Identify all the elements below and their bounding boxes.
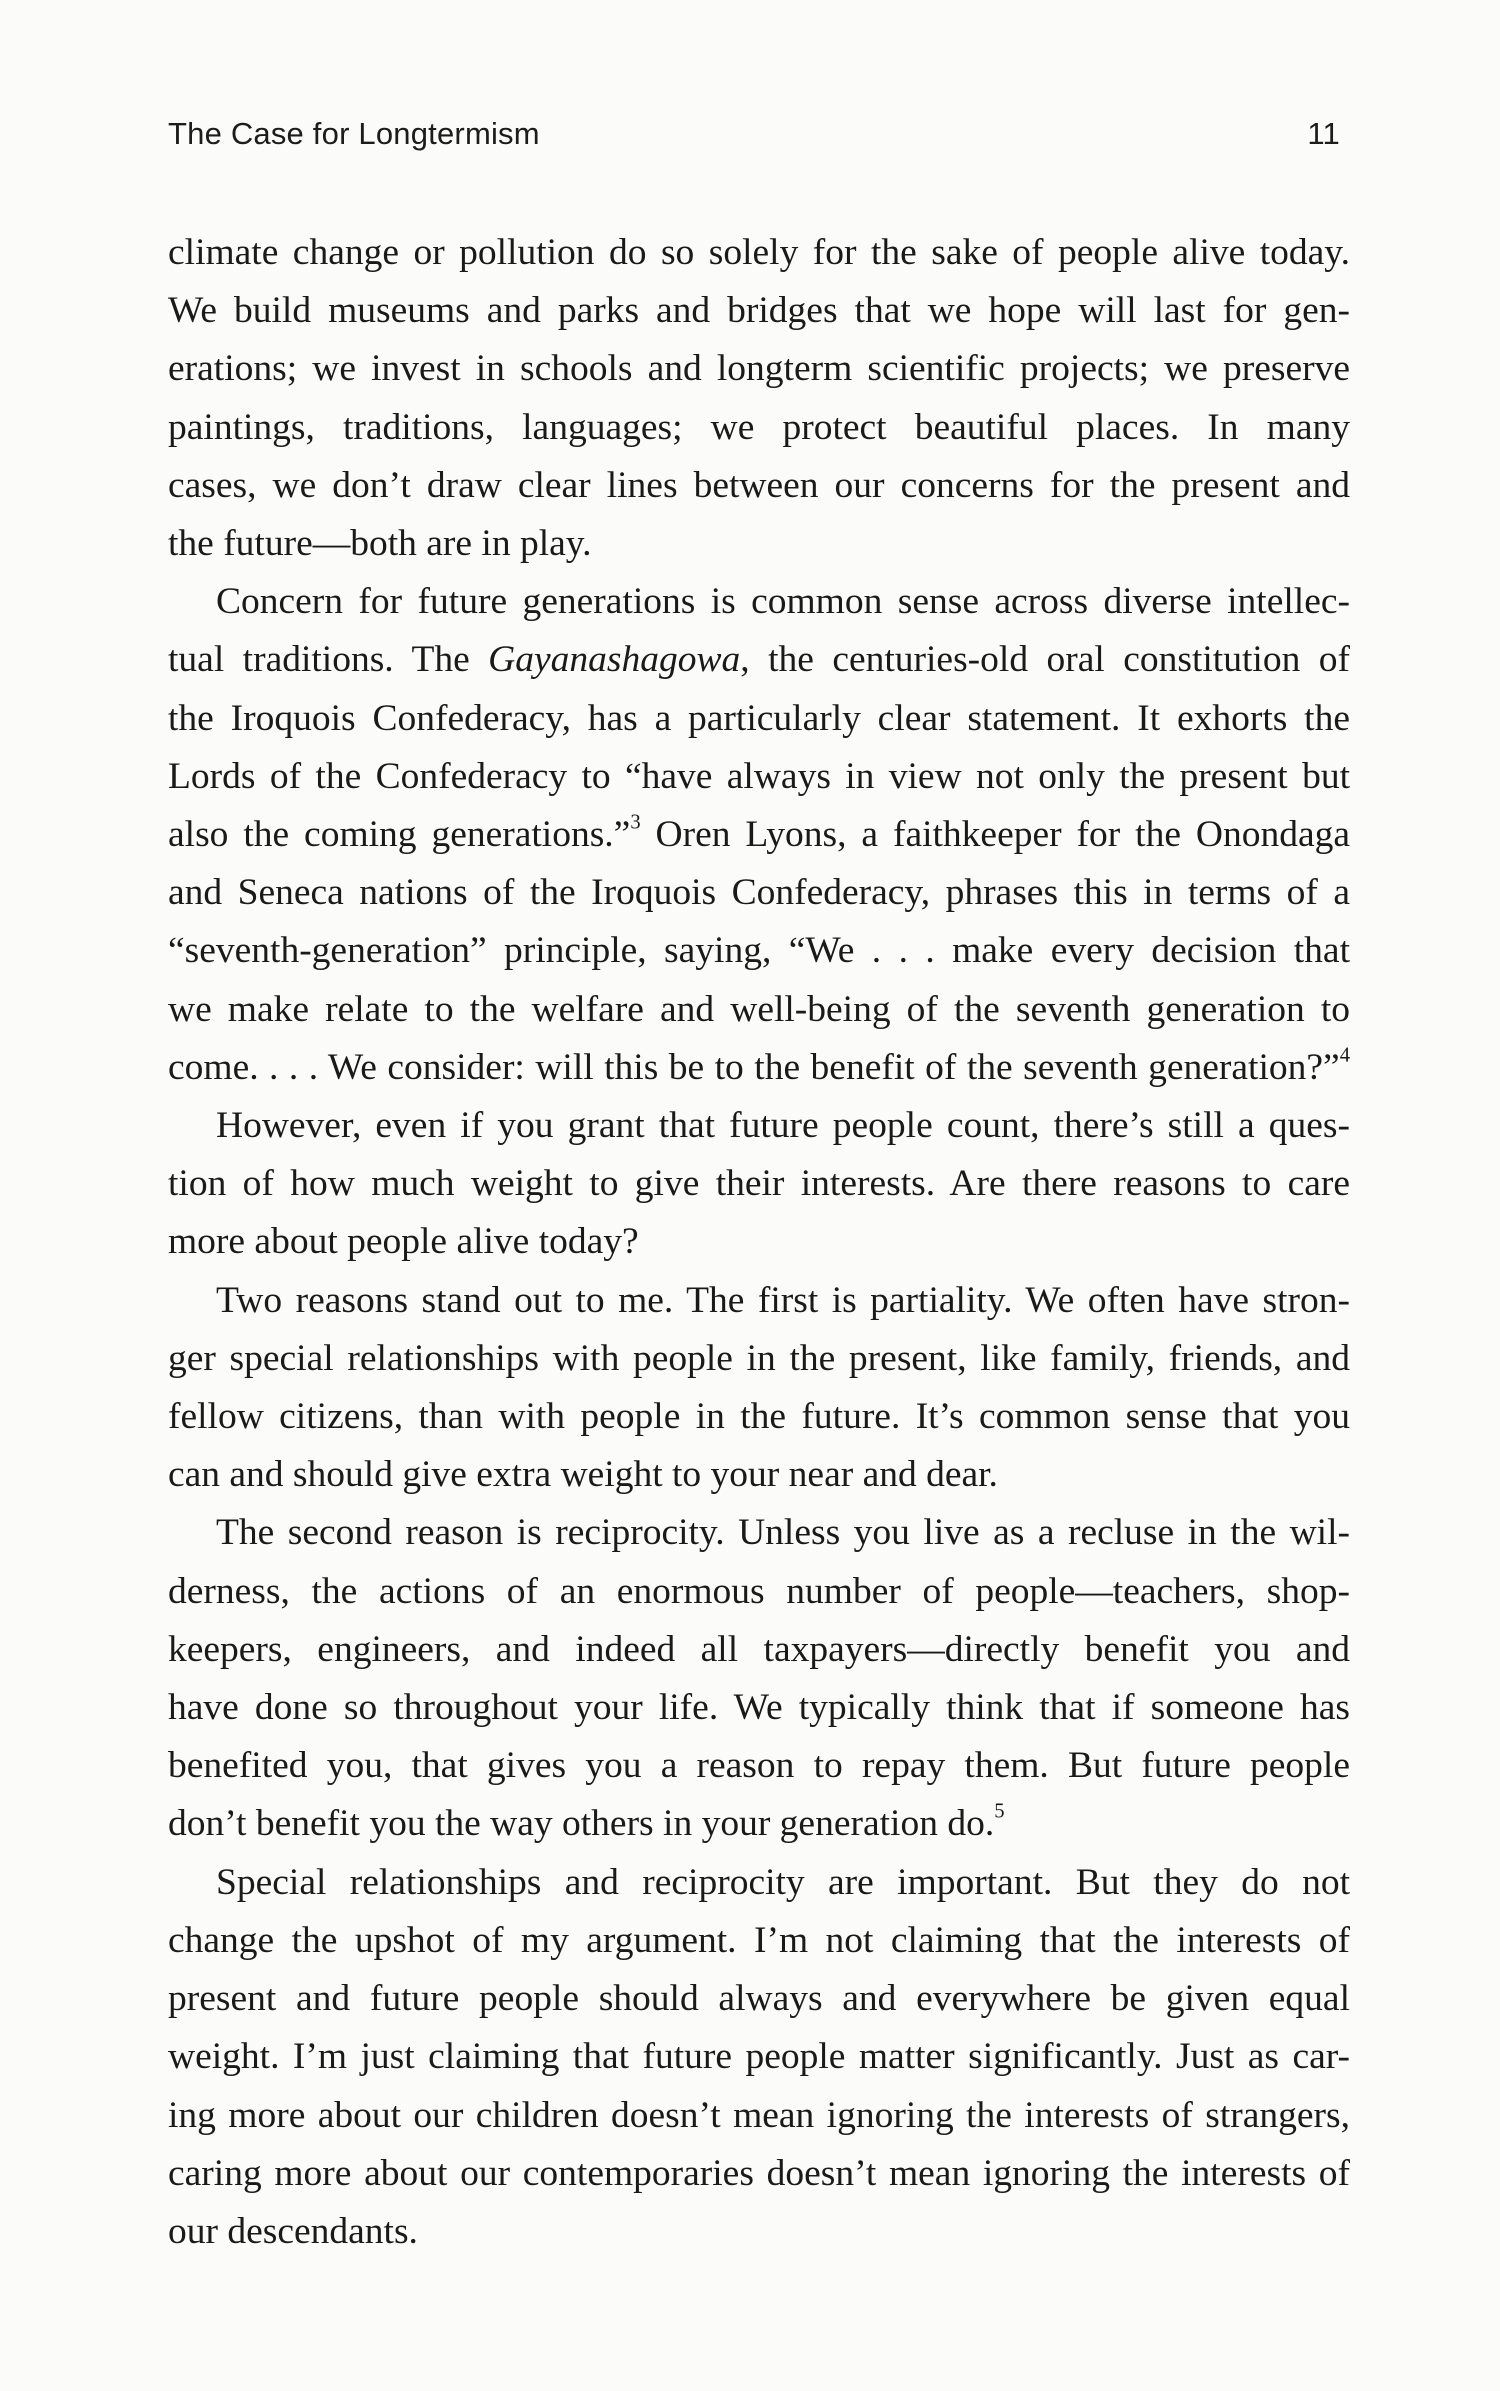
footnote-ref-3[interactable]: 3 [630,811,641,834]
text-line: and Seneca nations of the Iroquois Confederacy, phrases this in terms of a [168,872,1350,914]
text-line: climate change or pollution do so solely for the sake of people alive today. [168,232,1350,273]
footnote-ref-4[interactable]: 4 [1339,1044,1350,1067]
paragraph-1 [168,224,1350,573]
text-line: Concern for future generations is common sense across diverse intellec- [216,581,1350,623]
text-line: the Iroquois Confederacy, has a particularly clear statement. It exhorts the [168,697,1350,739]
text-line: more about people alive today? [168,1221,639,1263]
text-line: ger special relationships with people in the present, like family, friends, and [168,1337,1350,1379]
text-line: Two reasons stand out to me. The first is partiality. We often have stron- [216,1279,1350,1321]
text-run: also the coming generations.” [168,814,631,856]
text-run: don’t benefit you the way others in your generation do. [168,1803,995,1845]
running-header [168,116,1340,156]
paragraph-3 [168,1097,1350,1272]
text-line: “seventh-generation” principle, saying, “We . . . make every decision that [168,930,1350,972]
text-line: have done so throughout your life. We typically think that if someone has [168,1687,1350,1729]
text-line: Special relationships and reciprocity are important. But they do not [216,1861,1350,1903]
text-line: caring more about our contemporaries doesn’t mean ignoring the interests of [168,2152,1350,2194]
text-line: ing more about our children doesn’t mean ignoring the interests of strangers, [168,2094,1350,2136]
text-line: We build museums and parks and bridges that we hope will last for gen- [168,290,1350,332]
text-line [168,631,1350,689]
text-line: paintings, traditions, languages; we protect beautiful places. In many [168,406,1350,448]
body-text [168,224,1350,2261]
text-run: come. . . . We consider: will this be to the benefit of the seventh generation?” [168,1046,1340,1088]
text-line: erations; we invest in schools and longterm scientific projects; we preserve [168,348,1350,390]
text-line: our descendants. [168,2210,418,2252]
text-line: fellow citizens, than with people in the future. It’s common sense that you [168,1396,1350,1438]
text-line: keepers, engineers, and indeed all taxpayers—directly benefit you and [168,1628,1350,1670]
text-line: the future—both are in play. [168,523,592,565]
text-run: , the centuries-old oral constitution of [740,639,1350,681]
text-line: can and should give extra weight to your near and dear. [168,1454,998,1496]
text-line [168,806,1350,864]
text-line [168,1039,1350,1097]
text-line: weight. I’m just claiming that future people matter significantly. Just as car- [168,2036,1350,2078]
footnote-ref-5[interactable]: 5 [994,1800,1005,1823]
paragraph-4 [168,1272,1350,1505]
text-line: Lords of the Confederacy to “have always in view not only the present but [168,755,1350,797]
text-line: The second reason is reciprocity. Unless you live as a recluse in the wil- [216,1512,1350,1554]
paragraph-2 [168,573,1350,1097]
text-run: tual traditions. The [168,639,489,681]
page-number: 11 [1307,116,1340,151]
text-line: present and future people should always and everywhere be given equal [168,1978,1350,2020]
text-line: cases, we don’t draw clear lines between our concerns for the present and [168,464,1350,506]
text-line: change the upshot of my argument. I’m not claiming that the interests of [168,1919,1350,1961]
text-run: Oren Lyons, a faithkeeper for the Onondaga [640,814,1351,856]
text-line: However, even if you grant that future people count, there’s still a ques- [216,1105,1350,1147]
text-line: tion of how much weight to give their interests. Are there reasons to care [168,1163,1350,1205]
running-title: The Case for Longtermism [168,116,540,151]
gayanashagowa-title: Gayanashagowa [488,639,741,681]
text-line [168,1795,1350,1853]
text-line: benefited you, that gives you a reason to repay them. But future people [168,1745,1350,1787]
paragraph-6 [168,1854,1350,2261]
text-line: we make relate to the welfare and well-being of the seventh generation to [168,988,1350,1030]
text-line: derness, the actions of an enormous number of people—teachers, shop- [168,1570,1350,1612]
paragraph-5 [168,1504,1350,1853]
